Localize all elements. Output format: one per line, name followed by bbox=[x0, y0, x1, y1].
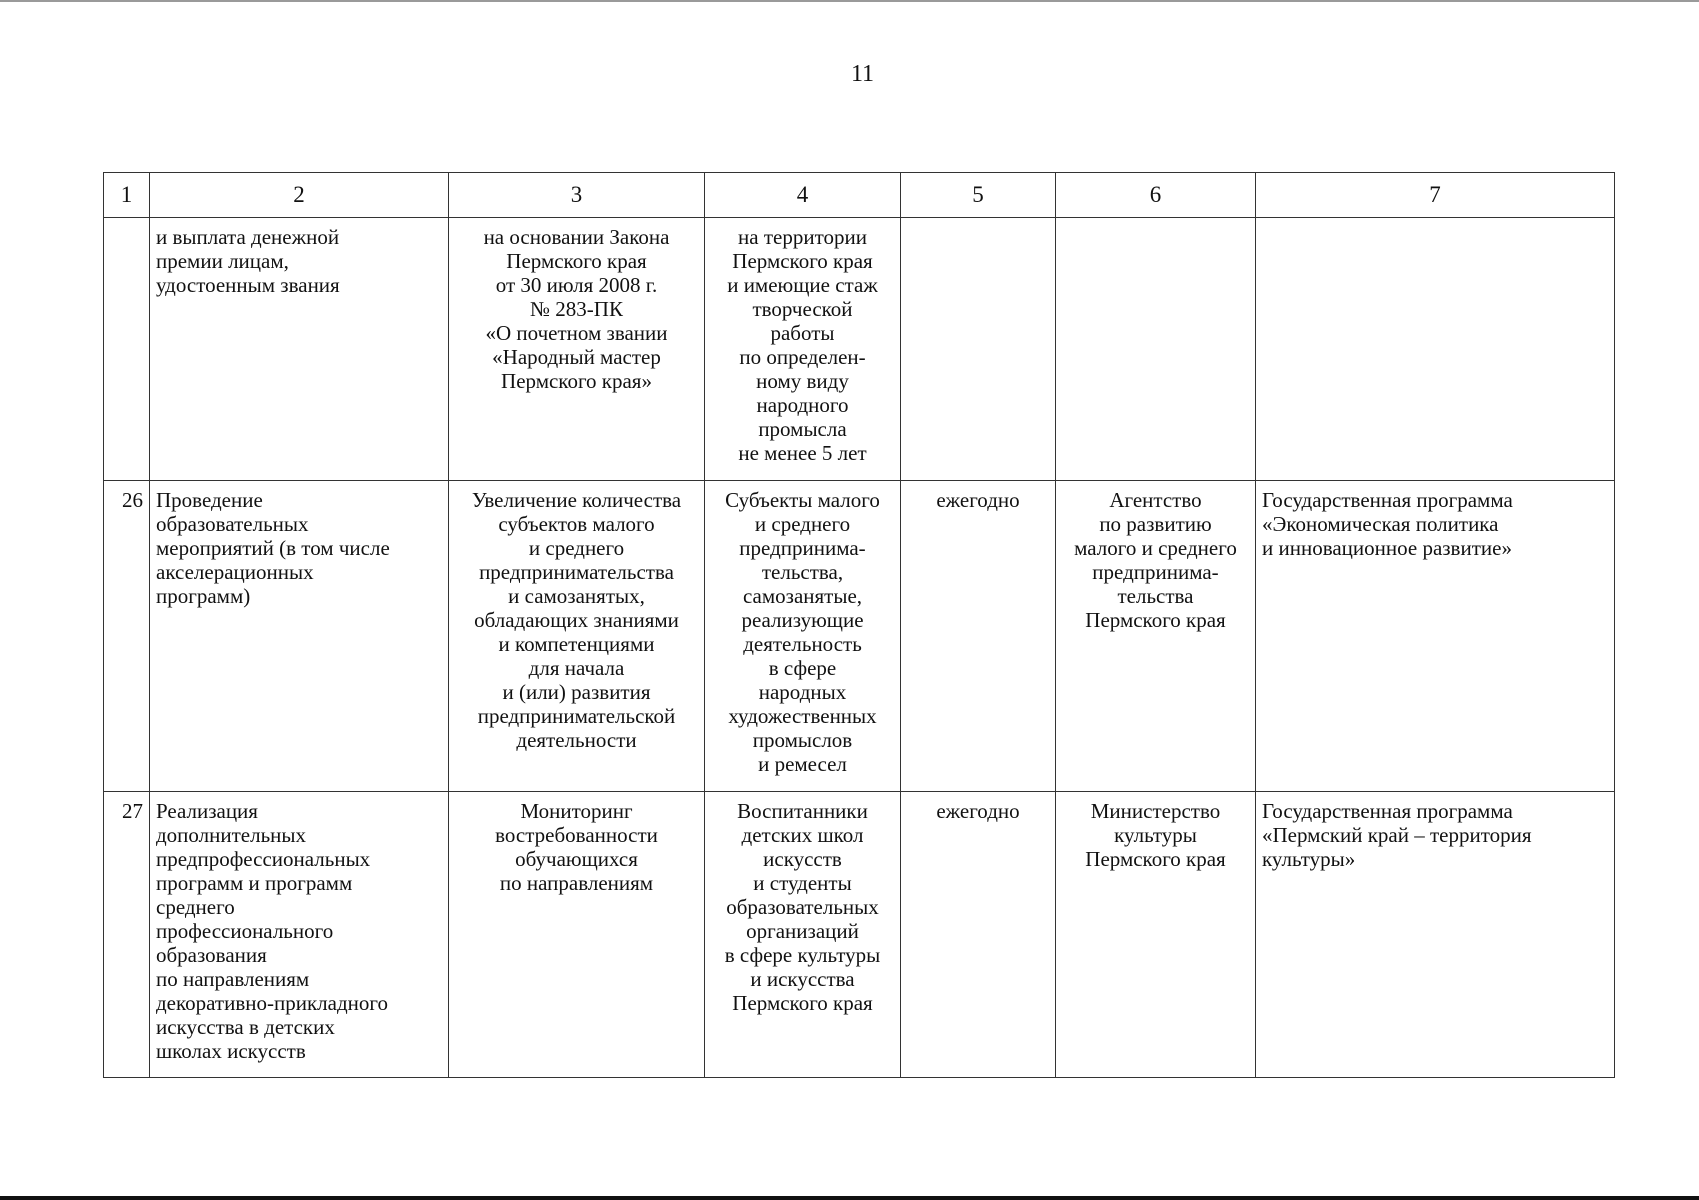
responsible-cell bbox=[1056, 218, 1256, 481]
table-row bbox=[104, 792, 1615, 1078]
result-text: Увеличение количества субъектов малого и среднего предпринимательства и самозанятых, обладающих знаниями и компетенциями для начала и (или) развития предпринимательской деятельности bbox=[471, 488, 682, 752]
responsible-text: Агентство по развитию малого и среднего предпринима- тельства Пермского края bbox=[1074, 488, 1237, 632]
event-cell bbox=[150, 481, 449, 792]
column-header: 5 bbox=[901, 173, 1056, 218]
event-cell bbox=[150, 218, 449, 481]
program-text: Государственная программа «Пермский край – территория культуры» bbox=[1262, 799, 1532, 871]
row-number: 27 bbox=[122, 799, 143, 823]
program-cell bbox=[1256, 792, 1615, 1078]
row-number-cell bbox=[104, 481, 150, 792]
scan-edge-top bbox=[0, 0, 1699, 2]
column-header: 7 bbox=[1256, 173, 1615, 218]
program-cell bbox=[1256, 481, 1615, 792]
page-number: 11 bbox=[850, 61, 875, 87]
responsible-cell bbox=[1056, 792, 1256, 1078]
result-cell bbox=[449, 481, 705, 792]
participants-text: Субъекты малого и среднего предпринима- тельства, самозанятые, реализующие деятельность в сфере народных художественных промыслов и ремесел bbox=[725, 488, 880, 776]
column-header: 2 bbox=[150, 173, 449, 218]
participants-cell bbox=[705, 218, 901, 481]
event-text: Проведение образовательных мероприятий (в том числе акселерационных программ) bbox=[156, 488, 390, 608]
column-header: 3 bbox=[449, 173, 705, 218]
participants-text: Воспитанники детских школ искусств и студенты образовательных организаций в сфере культуры и искусства Пермского края bbox=[724, 799, 881, 1015]
result-cell bbox=[449, 792, 705, 1078]
event-cell bbox=[150, 792, 449, 1078]
event-text: и выплата денежной премии лицам, удостоенным звания bbox=[156, 225, 340, 297]
period-cell bbox=[901, 792, 1056, 1078]
result-cell bbox=[449, 218, 705, 481]
column-header: 1 bbox=[104, 173, 150, 218]
period-cell bbox=[901, 481, 1056, 792]
column-header: 4 bbox=[705, 173, 901, 218]
row-number: 26 bbox=[122, 488, 143, 512]
table-header-row bbox=[104, 173, 1615, 218]
events-table bbox=[103, 172, 1615, 1078]
program-text: Государственная программа «Экономическая политика и инновационное развитие» bbox=[1262, 488, 1513, 560]
row-number-cell bbox=[104, 218, 150, 481]
result-text: Мониторинг востребованности обучающихся по направлениям bbox=[495, 799, 658, 895]
event-text: Реализация дополнительных предпрофессиональных программ и программ среднего профессионального образования по направлениям декоративно-прикладного искусства в детских школах искусств bbox=[156, 799, 388, 1063]
period-text: ежегодно bbox=[936, 488, 1020, 512]
participants-cell bbox=[705, 792, 901, 1078]
period-text: ежегодно bbox=[936, 799, 1020, 823]
table-row bbox=[104, 218, 1615, 481]
program-cell bbox=[1256, 218, 1615, 481]
table-row bbox=[104, 481, 1615, 792]
participants-text: на территории Пермского края и имеющие стаж творческой работы по определен- ному виду народного промысла не менее 5 лет bbox=[727, 225, 878, 465]
column-header: 6 bbox=[1056, 173, 1256, 218]
period-cell bbox=[901, 218, 1056, 481]
result-text: на основании Закона Пермского края от 30 июля 2008 г. № 283-ПК «О почетном звании «Народный мастер Пермского края» bbox=[483, 225, 670, 393]
participants-cell bbox=[705, 481, 901, 792]
responsible-text: Министерство культуры Пермского края bbox=[1085, 799, 1226, 871]
responsible-cell bbox=[1056, 481, 1256, 792]
row-number-cell bbox=[104, 792, 150, 1078]
scan-edge-bottom bbox=[0, 1196, 1699, 1200]
